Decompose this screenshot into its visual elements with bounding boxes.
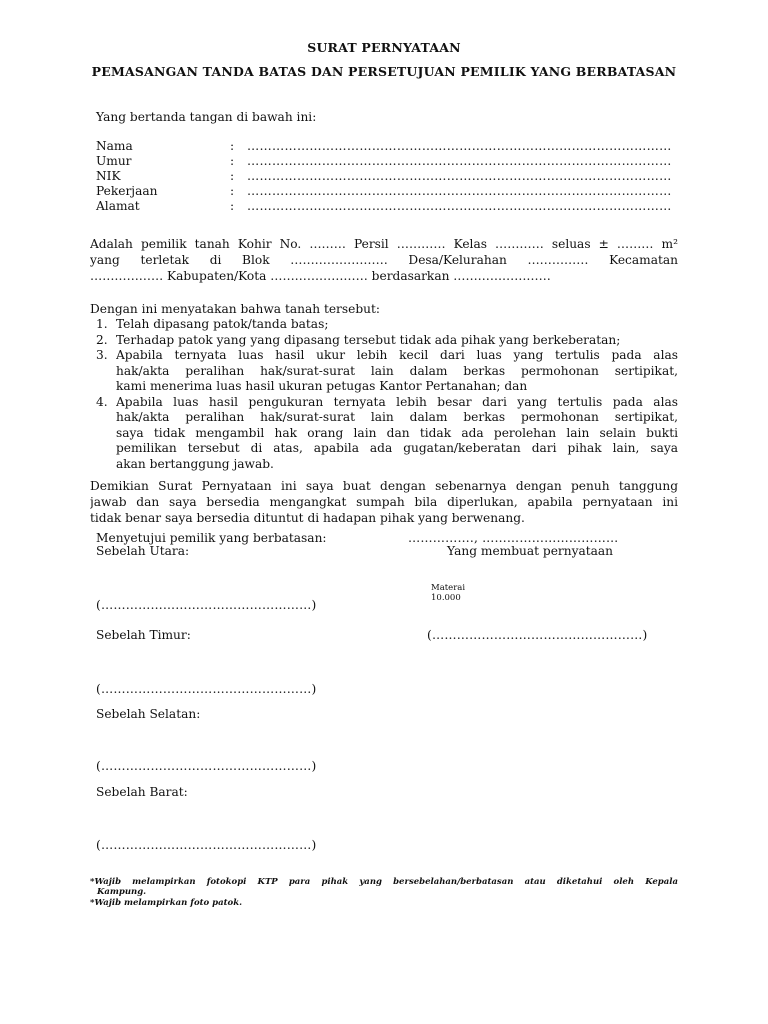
field-colon: : <box>230 184 235 198</box>
field-colon: : <box>230 139 235 153</box>
footnote-ktp-continued: Kampung. <box>97 887 147 897</box>
field-label-pekerjaan: Pekerjaan <box>96 184 158 198</box>
document-subtitle: PEMASANGAN TANDA BATAS DAN PERSETUJUAN PEMILIK YANG BERBATASAN <box>91 64 677 79</box>
east-signature-line[interactable]: (……………………………………………) <box>96 682 317 696</box>
place-date-blank[interactable]: ……………., …………………………… <box>408 531 619 545</box>
field-label-nama: Nama <box>96 139 133 153</box>
list-line: Apabila ternyata luas hasil ukur lebih kecil dari luas yang tertulis pada alas <box>116 348 678 362</box>
list-line: hak/akta peralihan hak/surat-surat lain dalam berkas permohonan sertipikat, <box>116 363 678 378</box>
footnote-photo: *Wajib melampirkan foto patok. <box>90 898 243 908</box>
south-signature-line[interactable]: (……………………………………………) <box>96 759 317 773</box>
field-umur-blank[interactable]: ………………………………………………………………………………………… <box>247 154 672 168</box>
stamp-value: 10.000 <box>431 593 461 603</box>
approval-label: Menyetujui pemilik yang berbatasan: <box>96 531 327 545</box>
maker-label: Yang membuat pernyataan <box>447 544 614 558</box>
field-pekerjaan-blank[interactable]: ………………………………………………………………………………………… <box>247 184 672 198</box>
field-colon: : <box>230 199 235 213</box>
ownership-paragraph <box>90 236 678 284</box>
list-line: kami menerima luas hasil ukuran petugas Kantor Pertanahan; dan <box>116 379 528 393</box>
field-colon: : <box>230 169 235 183</box>
closing-paragraph <box>90 478 678 526</box>
list-line: hak/akta peralihan hak/surat-surat lain dalam berkas permohonan sertipikat, <box>116 410 678 424</box>
list-number: 3. <box>96 348 108 362</box>
closing-line: Demikian Surat Pernyataan ini saya buat dengan sebenarnya dengan penuh tanggung <box>90 479 678 493</box>
list-line: Telah dipasang patok/tanda batas; <box>116 317 329 331</box>
statement-intro: Dengan ini menyatakan bahwa tanah tersebut: <box>90 302 381 316</box>
west-signature-line[interactable]: (……………………………………………) <box>96 838 317 852</box>
closing-line: jawab dan saya bersedia mengangkat sumpah bila diperlukan, apabila pernyataan ini <box>90 495 678 509</box>
footnote-ktp: *Wajib melampirkan fotokopi KTP para pihak yang bersebelahan/berbatasan atau diketahui oleh Kepala <box>90 877 678 887</box>
ownership-line: ……………… Kabupaten/Kota …………………… berdasarkan …………………… <box>90 269 551 283</box>
list-item <box>96 348 678 395</box>
north-label: Sebelah Utara: <box>96 544 190 558</box>
field-label-umur: Umur <box>96 154 132 168</box>
list-line: pemilikan tersebut di atas, apabila ada gugatan/keberatan dari pihak lain, saya <box>116 441 678 455</box>
ownership-line: Adalah pemilik tanah Kohir No. ……… Persil ………… Kelas ………… seluas ± ……… m² <box>90 237 678 251</box>
stamp-label: Materai <box>431 583 466 593</box>
east-label: Sebelah Timur: <box>96 628 191 642</box>
list-number: 2. <box>96 332 108 347</box>
field-nama-blank[interactable]: ………………………………………………………………………………………… <box>247 139 672 153</box>
ownership-line: yang terletak di Blok …………………… Desa/Kelurahan …………… Kecamatan <box>90 253 678 267</box>
field-label-alamat: Alamat <box>96 199 140 213</box>
field-label-nik: NIK <box>96 169 121 183</box>
closing-line: tidak benar saya bersedia dituntut di hadapan pihak yang berwenang. <box>90 511 525 525</box>
field-colon: : <box>230 154 235 168</box>
list-line: Apabila luas hasil pengukuran ternyata lebih besar dari yang tertulis pada alas <box>116 394 678 409</box>
south-label: Sebelah Selatan: <box>96 707 201 721</box>
maker-signature-line[interactable]: (……………………………………………) <box>427 628 648 642</box>
list-item <box>96 333 678 349</box>
intro-text: Yang bertanda tangan di bawah ini: <box>96 110 317 124</box>
statement-list <box>96 317 678 472</box>
west-label: Sebelah Barat: <box>96 785 188 799</box>
list-number: 1. <box>96 317 108 331</box>
list-line: saya tidak mengambil hak orang lain dan tidak ada perolehan lain selain bukti <box>116 425 678 440</box>
list-line: Terhadap patok yang yang dipasang tersebut tidak ada pihak yang berkeberatan; <box>116 332 621 347</box>
list-number: 4. <box>96 394 108 409</box>
field-nik-blank[interactable]: ………………………………………………………………………………………… <box>247 169 672 183</box>
north-signature-line[interactable]: (……………………………………………) <box>96 598 317 612</box>
list-line: akan bertanggung jawab. <box>116 456 274 471</box>
field-alamat-blank[interactable]: ………………………………………………………………………………………… <box>247 199 672 213</box>
document-title: SURAT PERNYATAAN <box>307 40 461 55</box>
list-item <box>96 395 678 473</box>
list-item <box>96 317 678 333</box>
